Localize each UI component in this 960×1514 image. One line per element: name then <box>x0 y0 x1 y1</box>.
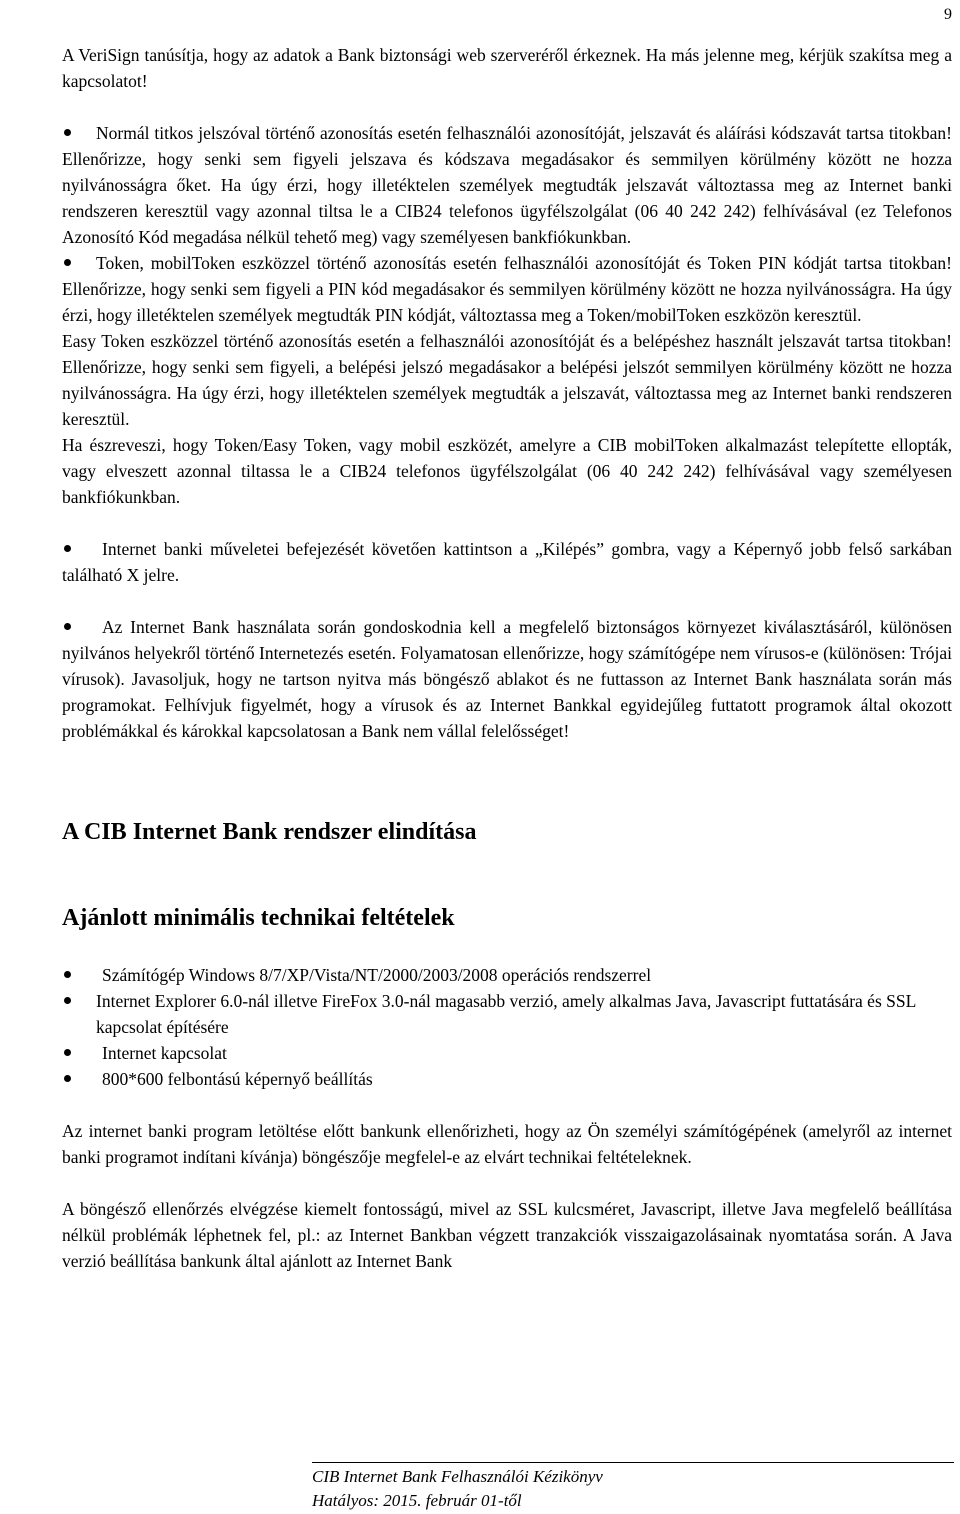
list-item <box>62 1040 952 1066</box>
footer-validity: Hatályos: 2015. február 01-től <box>312 1491 522 1510</box>
bullet-item-token <box>62 250 952 328</box>
document-body <box>62 42 952 1274</box>
easy-token-paragraph: Easy Token eszközzel történő azonosítás esetén a felhasználói azonosítóját és a belépéshez használt jelszavát tartsa titokban! Ellenőrizze, hogy senki sem figyeli, a belépési jelszó megadásakor a belépési jelszót semmilyen körülmény között ne hozza nyilvánosságra. Ha úgy érzi, hogy illetéktelen személyek megtudták a jelszavát, változtassa meg az Internet banki rendszeren keresztül. <box>62 331 952 429</box>
bullet-icon <box>64 1066 74 1092</box>
requirements-list <box>62 962 952 1092</box>
stolen-device-paragraph: Ha észreveszi, hogy Token/Easy Token, vagy mobil eszközét, amelyre a CIB mobilToken alkalmazást telepítette ellopták, vagy elveszett azonnal tiltassa le a CIB24 telefonos ügyfélszolgálat (06 40 242 242) felhívásával vagy személyesen bankfiókunkban. <box>62 435 952 507</box>
check-paragraph: Az internet banki program letöltése előtt bankunk ellenőrizheti, hogy az Ön személyi számítógépének (amelyről az internet banki programot indítani kívánja) böngészője megfelel-e az elvárt technikai feltételeknek. <box>62 1121 952 1167</box>
list-item-text: Internet kapcsolat <box>102 1043 227 1063</box>
bullet-text: Normál titkos jelszóval történő azonosítás esetén felhasználói azonosítóját, jelszavát és aláírási kódszavát tartsa titokban! Ellenőrizze, hogy senki sem figyeli jelszava és kódszava megadásakor és semmilyen körülmény között ne hozza nyilvánosságra őket. Ha úgy érzi, hogy illetéktelen személyek megtudták jelszavát változtassa meg az Internet banki rendszeren keresztül vagy azonnal tiltsa le a CIB24 telefonos ügyfélszolgálat (06 40 242 242) felhívásával (ez Telefonos Azonosító Kód megadása nélkül tehető meg) vagy személyesen bankfiókunkban. <box>62 123 952 247</box>
intro-paragraph: A VeriSign tanúsítja, hogy az adatok a Bank biztonsági web szerveréről érkeznek. Ha más jelenne meg, kérjük szakítsa meg a kapcsolatot! <box>62 45 952 91</box>
bullet-icon <box>64 988 74 1014</box>
page-footer <box>312 1462 954 1513</box>
list-item-text: Számítógép Windows 8/7/XP/Vista/NT/2000/2003/2008 operációs rendszerrel <box>102 965 652 985</box>
bullet-icon <box>64 614 74 640</box>
heading-requirements: Ajánlott minimális technikai feltételek <box>62 905 455 931</box>
bullet-text: Az Internet Bank használata során gondoskodnia kell a megfelelő biztonságos környezet kiválasztásáról, különösen nyilvános helyekről történő Internetezés esetén. Folyamatosan ellenőrizze, hogy számítógépe nem vírusos-e (különösen: Trójai vírusok). Javasoljuk, hogy ne tartson nyitva más böngésző ablakot és ne futtasson az Internet Bank használata során más programokat. Felhívjuk figyelmét, hogy a vírusok és az Internet Bankkal egyidejűleg futtatott programok által okozott problémákkal és károkkal kapcsolatosan a Bank nem vállal felelősséget! <box>62 617 952 741</box>
heading-start: A CIB Internet Bank rendszer elindítása <box>62 819 477 845</box>
list-item <box>62 988 952 1040</box>
list-item-text: 800*600 felbontású képernyő beállítás <box>102 1069 373 1089</box>
page-number: 9 <box>944 6 952 23</box>
list-item <box>62 1066 952 1092</box>
footer-title: CIB Internet Bank Felhasználói Kézikönyv <box>312 1467 603 1486</box>
bullet-text: Token, mobilToken eszközzel történő azonosítás esetén felhasználói azonosítóját és Token PIN kódját tartsa titokban! Ellenőrizze, hogy senki sem figyeli a PIN kód megadásakor és semmilyen körülmény között ne hozza nyilvánosságra. Ha úgy érzi, hogy illetéktelen személyek megtudták PIN kódját, változtassa meg a Token/mobilToken eszközön keresztül. <box>62 253 952 325</box>
bullet-item-environment <box>62 614 952 744</box>
bullet-item-logout <box>62 536 952 588</box>
bullet-text: Internet banki műveletei befejezését követően kattintson a „Kilépés” gombra, vagy a Képernyő jobb felső sarkában található X jelre. <box>62 539 952 585</box>
bullet-icon <box>64 250 74 276</box>
browser-check-paragraph: A böngésző ellenőrzés elvégzése kiemelt fontosságú, mivel az SSL kulcsméret, Javascript, illetve Java megfelelő beállítása nélkül problémák léphetnek fel, pl.: az Internet Bankban végzett tranzakciók visszaigazolásainak nyomtatása során. A Java verzió beállítása bankunk által ajánlott az Internet Bank <box>62 1199 952 1271</box>
list-item-text: Internet Explorer 6.0-nál illetve FireFox 3.0-nál magasabb verzió, amely alkalmas Java, Javascript futtatására és SSL kapcsolat építésére <box>96 991 916 1037</box>
bullet-icon <box>64 120 74 146</box>
bullet-icon <box>64 536 74 562</box>
bullet-icon <box>64 962 74 988</box>
bullet-icon <box>64 1040 74 1066</box>
bullet-item-password <box>62 120 952 250</box>
list-item <box>62 962 952 988</box>
